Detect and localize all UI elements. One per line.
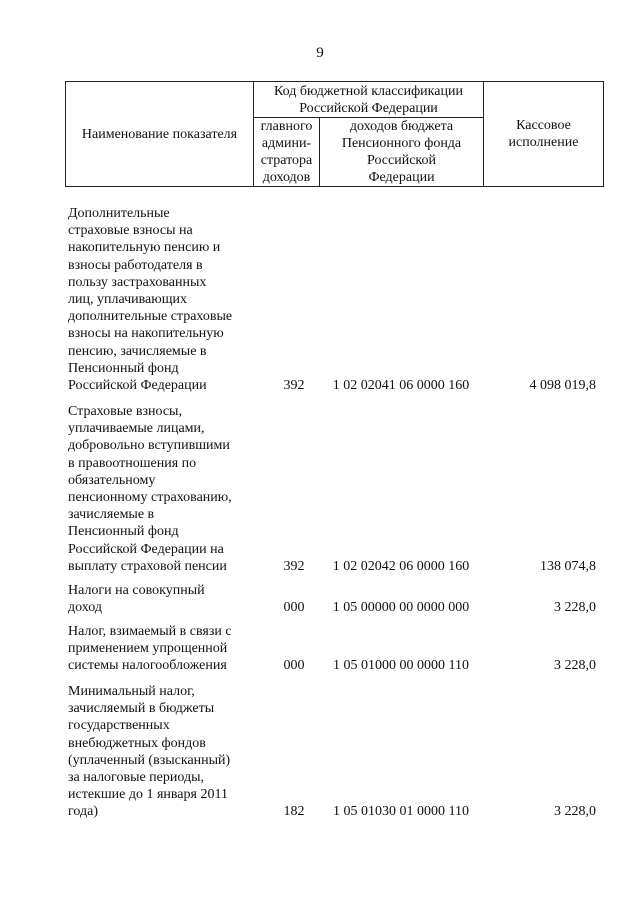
header-income-line: Федерации — [368, 170, 435, 185]
header-admin-column — [254, 118, 320, 187]
table-row — [0, 683, 640, 823]
admin-code: 392 — [283, 559, 305, 574]
header-income-column — [320, 118, 484, 187]
budget-code: 1 02 02042 06 0000 160 — [332, 559, 470, 574]
admin-code: 392 — [283, 378, 305, 393]
indicator-name — [68, 582, 268, 616]
name-line: дополнительные страховые — [68, 309, 233, 325]
table-header — [65, 81, 604, 187]
page-number: 9 — [316, 45, 324, 61]
name-line: обязательному — [68, 472, 156, 488]
cash-amount: 3 228,0 — [554, 600, 596, 615]
indicator-name — [68, 205, 268, 394]
name-line: Дополнительные — [68, 206, 170, 221]
name-line: Минимальный налог, — [68, 684, 195, 699]
header-kbk-group — [254, 82, 484, 118]
table-row — [0, 205, 640, 395]
name-line: за налоговые периоды, — [68, 770, 205, 786]
budget-code: 1 05 01000 00 0000 110 — [333, 658, 469, 673]
header-income-line: Российской — [367, 153, 436, 168]
indicator-name — [68, 683, 268, 821]
name-line: государственных — [68, 718, 170, 734]
budget-code: 1 05 00000 00 0000 000 — [332, 600, 470, 615]
name-line: лиц, уплачивающих — [68, 292, 188, 308]
name-line: в правоотношения по — [68, 455, 197, 471]
name-line: Налоги на совокупный — [68, 583, 205, 598]
name-line: применением упрощенной — [68, 641, 228, 657]
header-admin-line: админи- — [261, 136, 312, 151]
name-line: Страховые взносы, — [68, 404, 182, 419]
cash-amount: 4 098 019,8 — [529, 378, 596, 393]
admin-code: 182 — [283, 804, 305, 819]
name-line: пенсию, зачисляемые в — [68, 343, 207, 359]
cash-amount: 3 228,0 — [554, 804, 596, 819]
name-line: страховые взносы на — [68, 223, 193, 239]
table-row — [0, 623, 640, 677]
name-line: уплачиваемые лицами, — [68, 421, 205, 437]
name-line: Российской Федерации — [68, 378, 207, 394]
cash-amount: 3 228,0 — [554, 658, 596, 673]
header-income-line: Пенсионного фонда — [341, 136, 462, 151]
name-line: взносы на накопительную — [68, 326, 224, 342]
name-line: накопительную пенсию и — [68, 240, 221, 256]
name-line: взносы работодателя в — [68, 257, 203, 273]
name-line: (уплаченный (взысканный) — [68, 752, 231, 768]
admin-code: 000 — [283, 600, 305, 615]
indicator-name — [68, 403, 268, 575]
header-kbk-line-1: Код бюджетной классификации — [274, 83, 463, 99]
header-cash-column — [484, 82, 604, 187]
table-row — [0, 403, 640, 575]
name-line: системы налогообложения — [68, 658, 227, 674]
cash-amount: 138 074,8 — [540, 559, 596, 574]
name-line: Пенсионный фонд — [68, 360, 179, 376]
name-line: года) — [68, 804, 98, 820]
header-cash-line: исполнение — [508, 135, 579, 150]
header-admin-line: главного — [260, 119, 313, 134]
header-name-column: Наименование показателя — [66, 82, 254, 187]
header-admin-line: доходов — [262, 170, 311, 185]
name-line: зачисляемый в бюджеты — [68, 701, 215, 717]
header-kbk-line-2: Российской Федерации — [299, 100, 438, 116]
name-line: пенсионному страхованию, — [68, 490, 232, 506]
budget-code: 1 02 02041 06 0000 160 — [332, 378, 470, 393]
indicator-name — [68, 623, 268, 675]
name-line: доход — [68, 600, 102, 616]
name-line: пользу застрахованных — [68, 274, 207, 290]
name-line: внебюджетных фондов — [68, 735, 206, 751]
header-admin-line: стратора — [260, 153, 313, 168]
admin-code: 000 — [283, 658, 305, 673]
budget-code: 1 05 01030 01 0000 110 — [333, 804, 469, 819]
name-line: выплату страховой пенсии — [68, 558, 227, 574]
name-line: истекшие до 1 января 2011 — [68, 787, 228, 803]
header-income-line: доходов бюджета — [349, 119, 454, 134]
name-line: Налог, взимаемый в связи с — [68, 624, 232, 639]
header-cash-line: Кассовое — [516, 118, 571, 133]
name-line: добровольно вступившими — [68, 438, 230, 454]
name-line: Пенсионный фонд — [68, 524, 179, 540]
name-line: зачисляемые в — [68, 507, 155, 523]
table-row — [0, 582, 640, 618]
name-line: Российской Федерации на — [68, 541, 224, 557]
